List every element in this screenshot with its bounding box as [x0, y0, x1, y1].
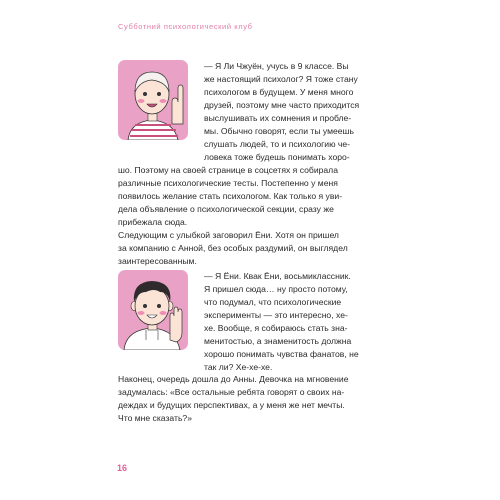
page-number: 16: [117, 463, 128, 473]
running-header: Субботний психологический клуб: [118, 22, 253, 31]
paragraph-lijuyeon-intro: — Я Ли Чжуён, учусь в 9 классе. Вы же настоящий психолог? Я тоже стану психологом в будущем. У меня много друзей, поэтому мне часто приходится выслушивать их сомнения и пробле- мы. Обычно говорят, если ты умеешь слушать людей, то и психологию че- ловека тоже будешь понимать хоро- шо. Поэтому на своей странице в соцсетях я собирала различные психологические тесты. Постепенно у меня появилось желание стать психологом. Как только я уви- дела объявление о психологической секции, сразу же прибежала сюда.: [118, 61, 360, 227]
boy-portrait-icon: [118, 270, 188, 350]
boy-illustration: [118, 270, 188, 350]
paragraph-yoni-narration: Следующим с улыбкой заговорил Ёни. Хотя он пришел за компанию с Анной, без особых раздумий, он выглядел заинтересованным.: [118, 230, 348, 266]
paragraph-yoni-intro: — Я Ёни. Квак Ёни, восьмиклассник. Я пришел сюда… ну просто потому, что подумал, что психологические эксперименты — это интересно, хе- хе. Вообще, я собираюсь стать зна- менитостью, а знаменитость должна хорошо понимать чувства фанатов, не так ли? Хе-хе-хе.: [204, 271, 359, 372]
paragraph-anna-narration: Наконец, очередь дошла до Анны. Девочка на мгновение задумалась: «Все остальные ребята говорят о своих на- деждах и будущих перспективах, а у меня же нет мечты. Что мне сказать?»: [118, 374, 349, 423]
